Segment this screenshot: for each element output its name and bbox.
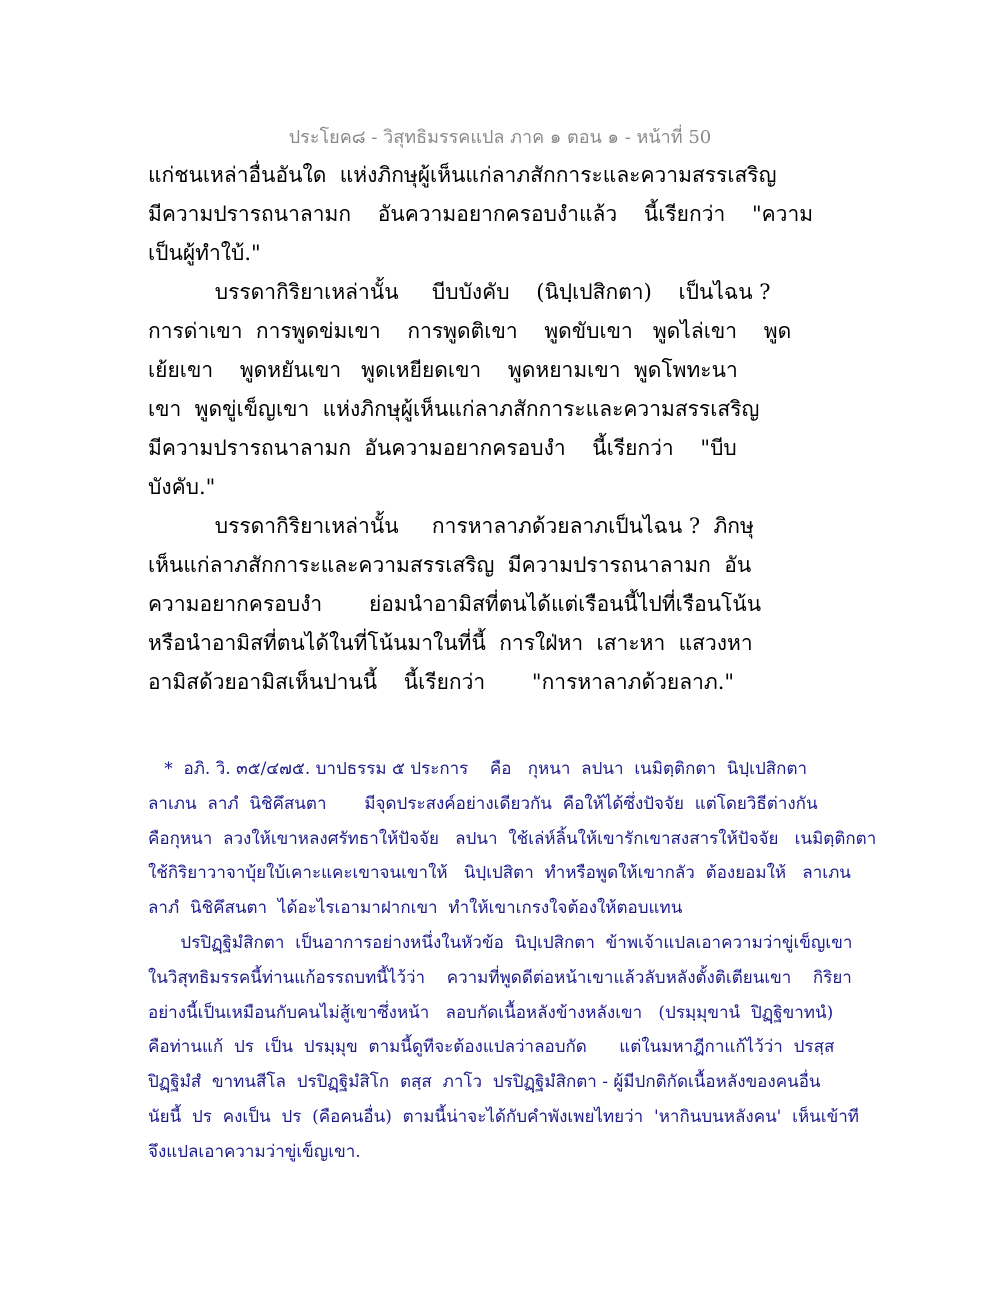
body-line: มีความปรารถนาลามก อันความอยากครอบงำ นี้เรียกว่า "บีบ bbox=[148, 436, 737, 460]
footnote-line: คือท่านแก้ ปร เป็น ปรมฺมุข ตามนี้ดูทีจะต้องแปลว่าลอบกัด แต่ในมหาฎีกาแก้ไว้ว่า ปรสฺส bbox=[148, 1037, 835, 1058]
body-line: เห็นแก่ลาภสักการะและความสรรเสริญ มีความปรารถนาลามก อัน bbox=[148, 553, 752, 577]
page-header: ประโยค๘ - วิสุทธิมรรคแปล ภาค ๑ ตอน ๑ - หน้าที่ 50 bbox=[288, 127, 712, 148]
body-line: เย้ยเขา พูดหยันเขา พูดเหยียดเขา พูดหยามเขา พูดโพทะนา bbox=[148, 358, 738, 382]
body-line: เป็นผู้ทำใบ้." bbox=[148, 241, 261, 265]
footnote-line: ปรปิฏฺฐิมํสิกตา เป็นอาการอย่างหนึ่งในหัวข้อ นิปฺเปสิกตา ข้าพเจ้าแปลเอาความว่าขู่เข็ญเขา bbox=[148, 932, 853, 953]
body-line: บรรดากิริยาเหล่านั้น การหาลาภด้วยลาภเป็นไฉน ? ภิกษุ bbox=[148, 514, 754, 538]
body-line: บรรดากิริยาเหล่านั้น บีบบังคับ (นิปฺเปสิกตา) เป็นไฉน ? bbox=[148, 280, 771, 304]
body-line: ความอยากครอบงำ ย่อมนำอามิสที่ตนได้แต่เรือนนี้ไปที่เรือนโน้น bbox=[148, 592, 762, 616]
footnote-line: * อภิ. วิ. ๓๕/๔๗๕. บาปธรรม ๕ ประการ คือ กุหนา ลปนา เนมิตฺติกตา นิปฺเปสิกตา bbox=[148, 759, 808, 779]
footnote-line: ปิฏฺฐิมํสํ ขาทนสีโล ปรปิฏฺฐิมํสิโก ตสฺส ภาโว ปรปิฏฺฐิมํสิกตา - ผู้มีปกติกัดเนื้อหลังของคนอื่น bbox=[148, 1072, 821, 1093]
body-line: หรือนำอามิสที่ตนได้ในที่โน้นมาในที่นี้ การใฝ่หา เสาะหา แสวงหา bbox=[148, 631, 753, 655]
footnote-line: จึงแปลเอาความว่าขู่เข็ญเขา. bbox=[148, 1141, 361, 1162]
footnote bbox=[148, 752, 877, 1170]
body-line: อามิสด้วยอามิสเห็นปานนี้ นี้เรียกว่า "การหาลาภด้วยลาภ." bbox=[148, 670, 735, 694]
main-text bbox=[148, 156, 868, 702]
body-line: แก่ชนเหล่าอื่นอันใด แห่งภิกษุผู้เห็นแก่ลาภสักการะและความสรรเสริญ bbox=[148, 163, 777, 187]
footnote-line: อย่างนี้เป็นเหมือนกับคนไม่สู้เขาซึ่งหน้า ลอบกัดเนื้อหลังข้างหลังเขา (ปรมฺมุขานํ ปิฏฺฐิขาทนํ) bbox=[148, 1002, 834, 1023]
footnote-line: ลาภํ นิชิคึสนตา ได้อะไรเอามาฝากเขา ทำให้เขาเกรงใจต้องให้ตอบแทน bbox=[148, 898, 683, 919]
body-line: มีความปรารถนาลามก อันความอยากครอบงำแล้ว นี้เรียกว่า "ความ bbox=[148, 202, 814, 226]
body-line: เขา พูดขู่เข็ญเขา แห่งภิกษุผู้เห็นแก่ลาภสักการะและความสรรเสริญ bbox=[148, 397, 760, 421]
footnote-line: คือกุหนา ลวงให้เขาหลงศรัทธาให้ปัจจัย ลปนา ใช้เล่ห์ลิ้นให้เขารักเขาสงสารให้ปัจจัย เนมิตฺติกตา bbox=[148, 828, 877, 849]
footnote-line: ลาเภน ลาภํ นิชิคึสนตา มีจุดประสงค์อย่างเดียวกัน คือให้ได้ซึ่งปัจจัย แต่โดยวิธีต่างกัน bbox=[148, 793, 818, 814]
body-line: บังคับ." bbox=[148, 475, 216, 499]
footnote-line: นัยนี้ ปร คงเป็น ปร (คือคนอื่น) ตามนี้น่าจะได้กับคำพังเพยไทยว่า 'หากินบนหลังคน' เห็นเข้าที bbox=[148, 1106, 859, 1127]
footnote-line: ในวิสุทธิมรรคนี้ท่านแก้อรรถบทนี้ไว้ว่า ความที่พูดดีต่อหน้าเขาแล้วลับหลังตั้งติเตียนเขา กิริยา bbox=[148, 967, 852, 988]
footnote-line: ใช้กิริยาวาจาบุ้ยใบ้เคาะแคะเขาจนเขาให้ นิปฺเปสิตา ทำหรือพูดให้เขากลัว ต้องยอมให้ ลาเภน bbox=[148, 863, 851, 884]
body-line: การด่าเขา การพูดข่มเขา การพูดติเขา พูดขับเขา พูดไล่เขา พูด bbox=[148, 319, 792, 343]
